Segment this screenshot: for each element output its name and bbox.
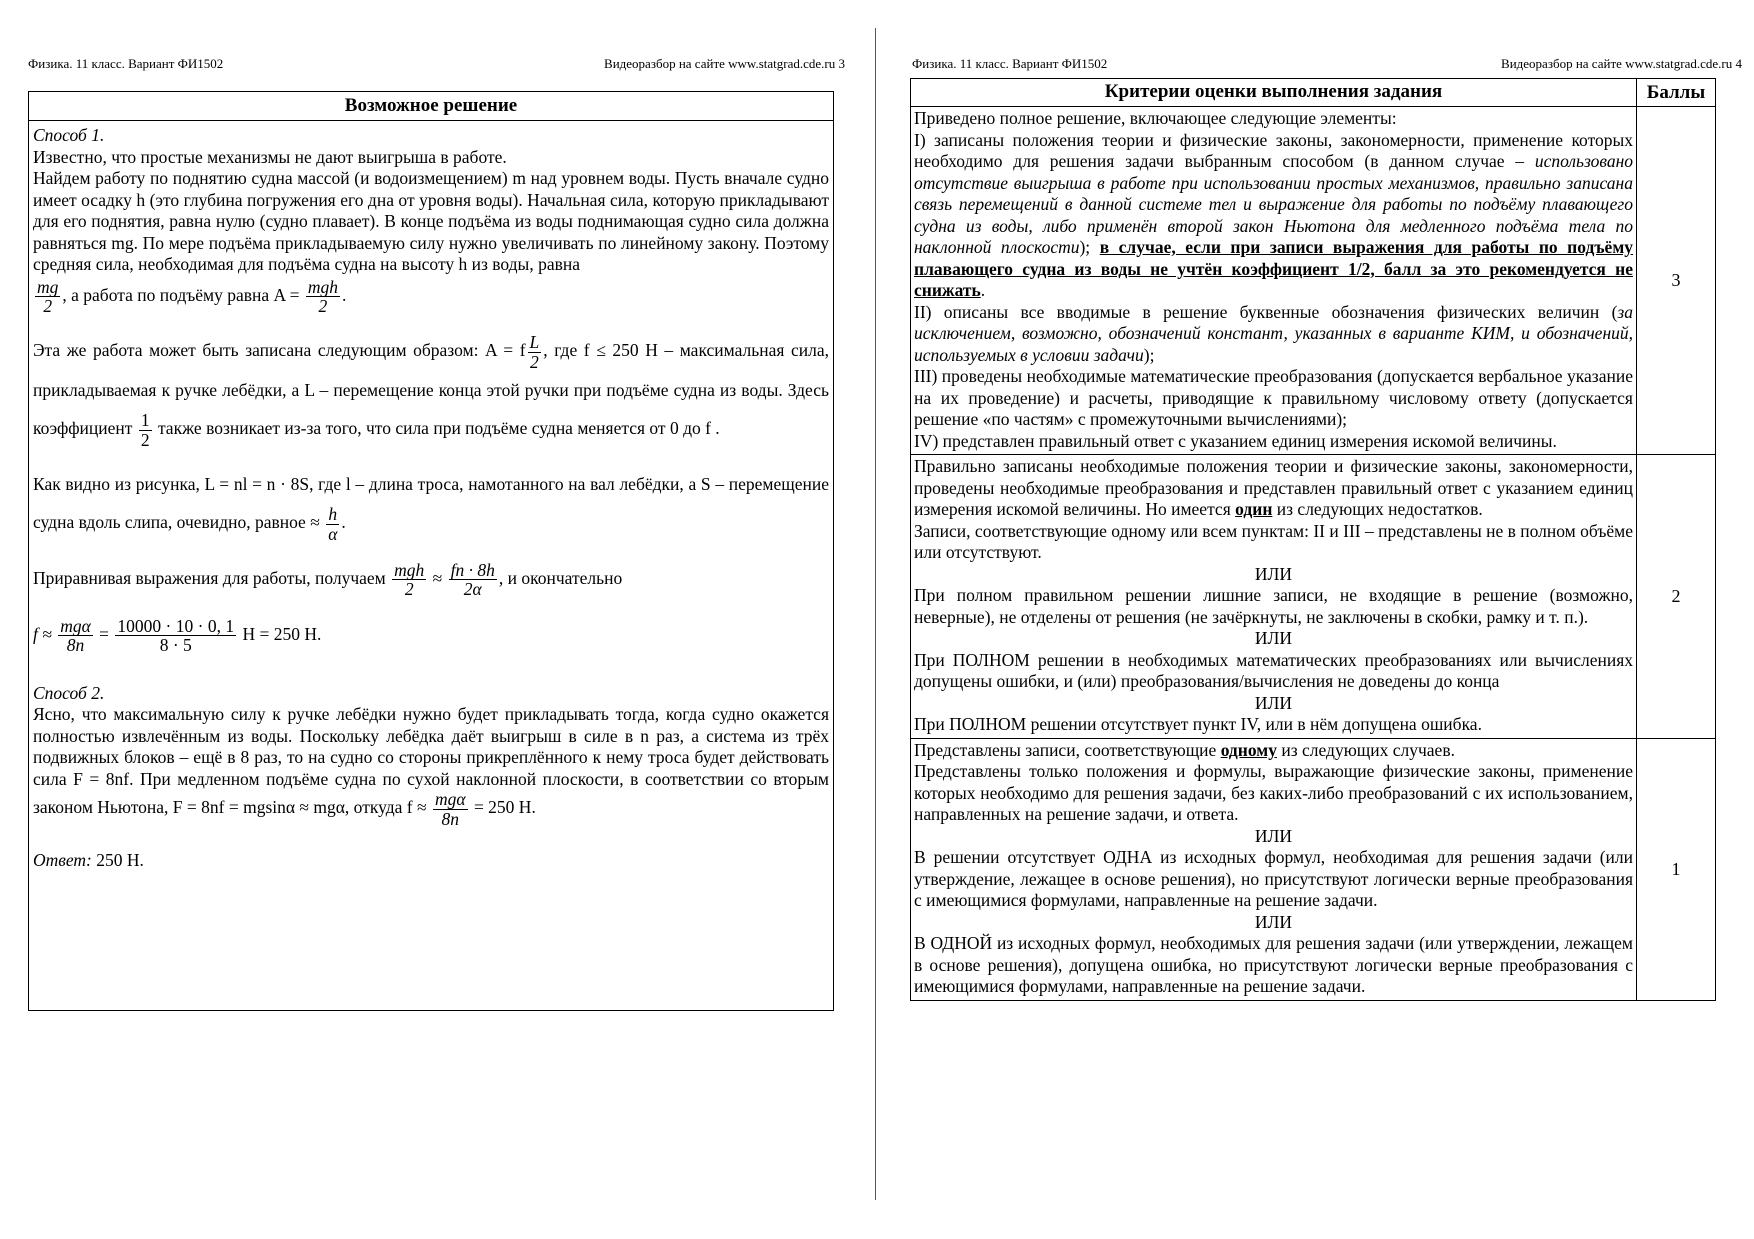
criteria-text: Приведено полное решение, включающее следующие элементы: I) записаны положения теории и физические законы, закономерности, применение которых необходимо для решения задачи выбранным способом (в данном случае – использовано отсутствие выигрыша в работе при использовании простых механизмов, правильно записана связь перемещений в данной системе тел и выражение для работы по подъёму плавающего судна из воды, либо применён второй закон Ньютона для медленного подъёма тела по наклонной плоскости); в случае, если при записи выражения для работы по подъёму плавающего судна из воды не учтён коэффициент 1/2, балл за это рекомендуется не снижать. II) описаны все вводимые в решение буквенные обозначения физических величин (за исключением, возможно, обозначений констант, указанных в варианте КИМ, и обозначений, используемых в условии задачи); III) проведены необходимые математические преобразования (допускается вербальное указание на их проведение) и расчеты, приводящие к правильному числовому ответу (допускается решение «по частям» с промежуточными вычислениями); IV) представлен правильный ответ с указанием единиц измерения искомой величины. xyxy=(911,107,1637,455)
solution-title: Возможное решение xyxy=(29,92,833,121)
points-value: 1 xyxy=(1637,738,1716,1000)
criteria-table xyxy=(910,78,1716,1001)
fraction: $\frac{\text{mgα}}{8n}$ xyxy=(434,789,466,829)
paragraph: $\frac{mg}{2}$ , а работа по подъёму равна A = $\frac{\text{mgh}}{2}$ . xyxy=(37,276,347,316)
or-separator: ИЛИ xyxy=(1254,563,1293,584)
formula-result: f ≈ $\frac{\text{mgα}}{8n}$ = $\frac{10000 \cdot 10 \cdot 0, 1}{8 \cdot 5}$ Н = 250 Н. xyxy=(33,615,322,656)
page-divider xyxy=(875,28,876,1200)
paragraph: Приравнивая выражения для работы, получаем $\frac{\text{mgh}}{2}$ ≈ $\frac{fn \cdot 8h}{2\alpha}$ , и окончательно xyxy=(33,560,623,600)
solution-box xyxy=(28,91,834,1011)
or-separator: ИЛИ xyxy=(1254,692,1293,713)
or-separator: ИЛИ xyxy=(1254,628,1293,648)
running-header-left: Физика. 11 класс. Вариант ФИ1502 xyxy=(28,56,224,71)
paragraph: Ясно, что максимальную силу к ручке лебёдки нужно будет прикладывать тогда, когда судно окажется полностью извлечённым из воды. Поскольку лебёдка даёт выигрыш в силе в n раз, а система из трёх подвижных блоков – ещё в 8 раз, то на судно со стороны прикреплённого к нему троса будет действовать сила F = 8nf. При медленном подъёме судна по сухой наклонной плоскости, в соответствии со вторым законом Ньютона, F = 8nf = mgsinα ≈ mgα, откуда f ≈ $\frac{\text{mgα}}{8n}$ = 250 Н. xyxy=(33,704,829,829)
fraction: $\frac{\text{mgh}}{2}$ xyxy=(307,276,338,316)
paragraph: Как видно из рисунка, L = nl = n · 8S, где l – длина троса, намотанного на вал лебёдки, а S – перемещение судна вдоль слипа, очевидно, равное ≈ $\frac{h}{\alpha}$ . xyxy=(33,474,829,544)
points-value: 3 xyxy=(1637,107,1716,455)
table-header-row xyxy=(911,79,1716,107)
criteria-row-3 xyxy=(911,107,1716,455)
criteria-text: Представлены записи, соответствующие одному из следующих случаев. Представлены только положения и формулы, выражающие физические законы, применение которых необходимо для решения задачи, без каких-либо преобразований с их использованием, направленных на решение задачи, и ответа. ИЛИ В решении отсутствует ОДНА из исходных формул, необходимая для решения задачи (или утверждение, лежащее в основе решения), но присутствуют логически верные преобразования с имеющимися формулами, направленные на решение задачи. ИЛИ В ОДНОЙ из исходных формул, необходимых для решения задачи (или утверждении, лежащем в основе решения), допущена ошибка, но присутствуют логически верные преобразования с имеющимися формулами, направленные на решение задачи. xyxy=(911,738,1637,1000)
criteria-column-header: Критерии оценки выполнения задания xyxy=(911,79,1637,107)
running-header-right: Видеоразбор на сайте www.statgrad.cde.ru 4 xyxy=(1501,56,1742,71)
page-3 xyxy=(0,0,875,1239)
fraction: $\frac{mg}{2}$ xyxy=(37,276,59,316)
criteria-text: Правильно записаны необходимые положения теории и физические законы, закономерности, проведены необходимые преобразования и представлен правильный ответ с указанием единиц измерения искомой величины. Но имеется один из следующих недостатков. Записи, соответствующие одному или всем пунктам: II и III – представлены не в полном объёме или отсутствуют. ИЛИ При полном правильном решении лишние записи, не входящие в решение (возможно, неверные), не отделены от решения (не зачёркнуты, не заключены в скобки, рамку и т. п.). ИЛИ При ПОЛНОМ решении в необходимых математических преобразованиях или вычислениях допущены ошибки, и (или) преобразования/вычисления не доведены до конца ИЛИ При ПОЛНОМ решении отсутствует пункт IV, или в нём допущена ошибка. xyxy=(911,455,1637,739)
fraction: $\frac{L}{2}$ xyxy=(529,332,540,372)
method-1-label: Способ 1. xyxy=(33,125,105,145)
method-2-label: Способ 2. xyxy=(33,682,105,703)
answer: Ответ: 250 Н. xyxy=(33,849,144,870)
points-value: 2 xyxy=(1637,455,1716,739)
or-separator: ИЛИ xyxy=(1254,825,1293,846)
criteria-row-1 xyxy=(911,738,1716,1000)
paragraph: Эта же работа может быть записана следующим образом: A = f $\frac{L}{2}$ , где f ≤ 250 Н – максимальная сила, прикладываемая к ручке лебёдки, а L – перемещение конца этой ручки при подъёме судна из воды. Здесь коэффициент $\frac{1}{2}$ также возникает из-за того, что сила при подъёме судна меняется от 0 до f . xyxy=(33,332,830,450)
fraction: $\frac{1}{2}$ xyxy=(140,410,150,450)
fraction: $\frac{10000 \cdot 10 \cdot 0, 1}{8 \cdot 5}$ xyxy=(117,615,235,656)
running-header-left: Физика. 11 класс. Вариант ФИ1502 xyxy=(912,56,1108,71)
criteria-row-2 xyxy=(911,455,1716,739)
or-separator: ИЛИ xyxy=(1254,911,1293,932)
fraction: $\frac{\text{mgh}}{2}$ xyxy=(394,560,425,600)
points-column-header: Баллы xyxy=(1637,79,1716,107)
fraction: $\frac{h}{\alpha}$ xyxy=(328,504,338,544)
running-header-right: Видеоразбор на сайте www.statgrad.cde.ru 3 xyxy=(604,56,845,71)
solution-body xyxy=(29,121,833,871)
page-4 xyxy=(880,0,1754,1239)
paragraph: Найдем работу по поднятию судна массой (и водоизмещением) m над уровнем воды. Пусть вначале судно имеет осадку h (это глубина погружения его дна от уровня воды). Начальная сила, которую прикладывают для его поднятия, равна нулю (судно плавает). В конце подъёма из воды поднимающая судно сила должна равняться mg. По мере подъёма прикладываемую силу нужно увеличивать по линейному закону. Поэтому средняя сила, необходимая для подъёма судна на высоту h из воды, равна xyxy=(33,168,829,274)
fraction: $\frac{\text{mgα}}{8n}$ xyxy=(60,615,91,656)
paragraph: Известно, что простые механизмы не дают выигрыша в работе. xyxy=(33,146,507,167)
fraction: $\frac{fn \cdot 8h}{2\alpha}$ xyxy=(450,560,495,600)
